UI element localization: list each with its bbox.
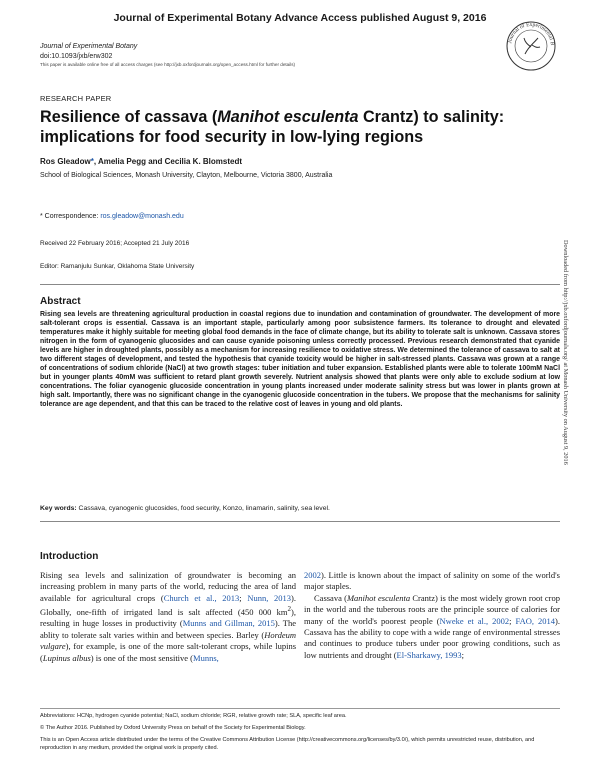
logo-lettering: Journal of Experimental B [507, 21, 556, 46]
citation-link[interactable]: Nweke et al., 2002 [439, 615, 510, 626]
abstract-heading: Abstract [40, 296, 81, 307]
author-link[interactable]: Ros Gleadow [40, 157, 91, 166]
divider [40, 521, 560, 522]
citation-link[interactable]: Munns and Gillman, 2015 [182, 618, 275, 629]
abbreviations: Abbreviations: HCNp, hydrogen cyanide potential; NaCl, sodium chloride; RGR, relative growth rate; SLA, specific leaf area. [40, 713, 347, 719]
citation-link[interactable]: FAO, 2014 [515, 615, 556, 626]
advance-access-banner: Journal of Experimental Botany Advance Access published August 9, 2016 [113, 12, 487, 24]
citation-link[interactable]: Church et al., 2013 [163, 592, 240, 603]
download-watermark: Downloaded from http://jxb.oxfordjournals.org/ at Monash University on August 9, 2016 [562, 240, 569, 465]
citation-link[interactable]: Nunn, 2013 [247, 592, 292, 603]
citation-link[interactable]: 2002 [304, 570, 321, 580]
footnote-divider [40, 708, 560, 709]
divider [40, 284, 560, 285]
copyright-line: © The Author 2016. Published by Oxford University Press on behalf of the Society for Experimental Biology. [40, 725, 306, 731]
intro-column-left: Rising sea levels and salinization of groundwater is becoming an increasing problem in many parts of the world, reducing the area of land available for agricultural crops (Church et al., 2013; Nunn, 2013). Globally, one-fifth of irrigated land is salt affected (450 000 $km^2$), resulting in huge losses in productivity (Munns and Gillman, 2015). The ablity to tolerate salt varies within and between species. Barley (Hordeum vulgare), for example, is one of the more salt-tolerant crops, while lupins (Lupinus albus) is one of the most sensitive (Munns, [40, 570, 297, 663]
correspondence: * Correspondence: ros.gleadow@monash.edu [40, 213, 184, 220]
intro-column-right: 2002). Little is known about the impact of salinity on some of the world's major staples. Cassava (Manihot esculenta Crantz) is the most widely grown root crop in the world and the tuberous roots are the principle source of calories for many of the world's poorest people (Nweke et al., 2002; FAO, 2014). Cassava has the ability to cope with a wide range of environmental stresses and continues to produce tubers under poor growing conditions, such as low nutrients and drought (El-Sharkawy, 1993; [304, 570, 561, 660]
journal-logo [505, 20, 557, 72]
editor-line: Editor: Ramanjulu Sunkar, Oklahoma State University [40, 263, 195, 270]
journal-info [40, 42, 480, 68]
keywords: Key words: Cassava, cyanogenic glucosides, food security, Konzo, linamarin, salinity, sea level. [40, 505, 330, 512]
doi[interactable]: doi:10.1093/jxb/erw302 [40, 52, 113, 60]
introduction-heading: Introduction [40, 551, 99, 562]
article-title: Resilience of cassava (Manihot esculenta Crantz) to salinity: implications for food security in low-lying regions [40, 108, 505, 146]
citation-link[interactable]: Munns, [193, 652, 219, 663]
corresponding-marker[interactable]: * [90, 157, 94, 166]
email-link[interactable]: ros.gleadow@monash.edu [100, 213, 184, 220]
abstract-text: Rising sea levels are threatening agricultural production in coastal regions due to inundation and contamination of groundwater. The development of more salt-tolerant crops is essential. Cassava is an important staple, particularly among poor subsistence farmers. Its tolerance to drought and elevated temperatures make it highly suitable for meeting global food demands in the face of climate change, but its ability to tolerate salt is unknown. Cassava stores nitrogen in the form of cyanogenic glucosides and can cause cyanide poisoning unless correctly processed. Previous research demonstrated that cyanide levels are higher in droughted plants, possibly as a mechanism for increasing resilience to oxidative stress. We determined the tolerance of cassava to salt at two different stages of development, and tested the hypothesis that cyanide toxicity would be higher in salt-stressed plants. Cassava was grown at a range of concentrations of sodium chloride (NaCl) at two growth stages: tuber initiation and tuber expansion. Established plants were able to tolerate 100mM NaCl but in younger plants 40mM was sufficient to retard plant growth severely. Nutrient analysis showed that plants were only able to exclude sodium at low concentrations. The foliar cyanogenic glucoside concentration in young plants increased under moderate salinity stress but was lower in plants grown at high salt. Importantly, there was no significant change in the cyanogenic glucoside concentration in the tubers. We propose that the mechanisms for salinity tolerance are age dependent, and that this can be traced to the relative cost of leaves in young and old plants. [40, 311, 560, 409]
license-note: This is an Open Access article distributed under the terms of the Creative Commons Attribution License (http://creativecommons.org/licenses/by/3.0/), which permits unrestricted reuse, distribution, and reproduction in any medium, provided the original work is properly cited. [40, 737, 535, 751]
footnotes [40, 712, 560, 752]
journal-name: Journal of Experimental Botany [40, 43, 138, 50]
section-label: RESEARCH PAPER [40, 94, 112, 103]
received-dates: Received 22 February 2016; Accepted 21 July 2016 [40, 240, 190, 247]
affiliation: School of Biological Sciences, Monash University, Clayton, Melbourne, Victoria 3800, Australia [40, 172, 333, 179]
citation-link[interactable]: El-Sharkawy, 1993 [396, 649, 462, 660]
open-access-note: This paper is available online free of all access charges (see http://jxb.oxfordjournals.org/open_access.html for further details) [40, 62, 296, 67]
authors: Ros Gleadow*, Amelia Pegg and Cecilia K. Blomstedt [40, 157, 242, 166]
